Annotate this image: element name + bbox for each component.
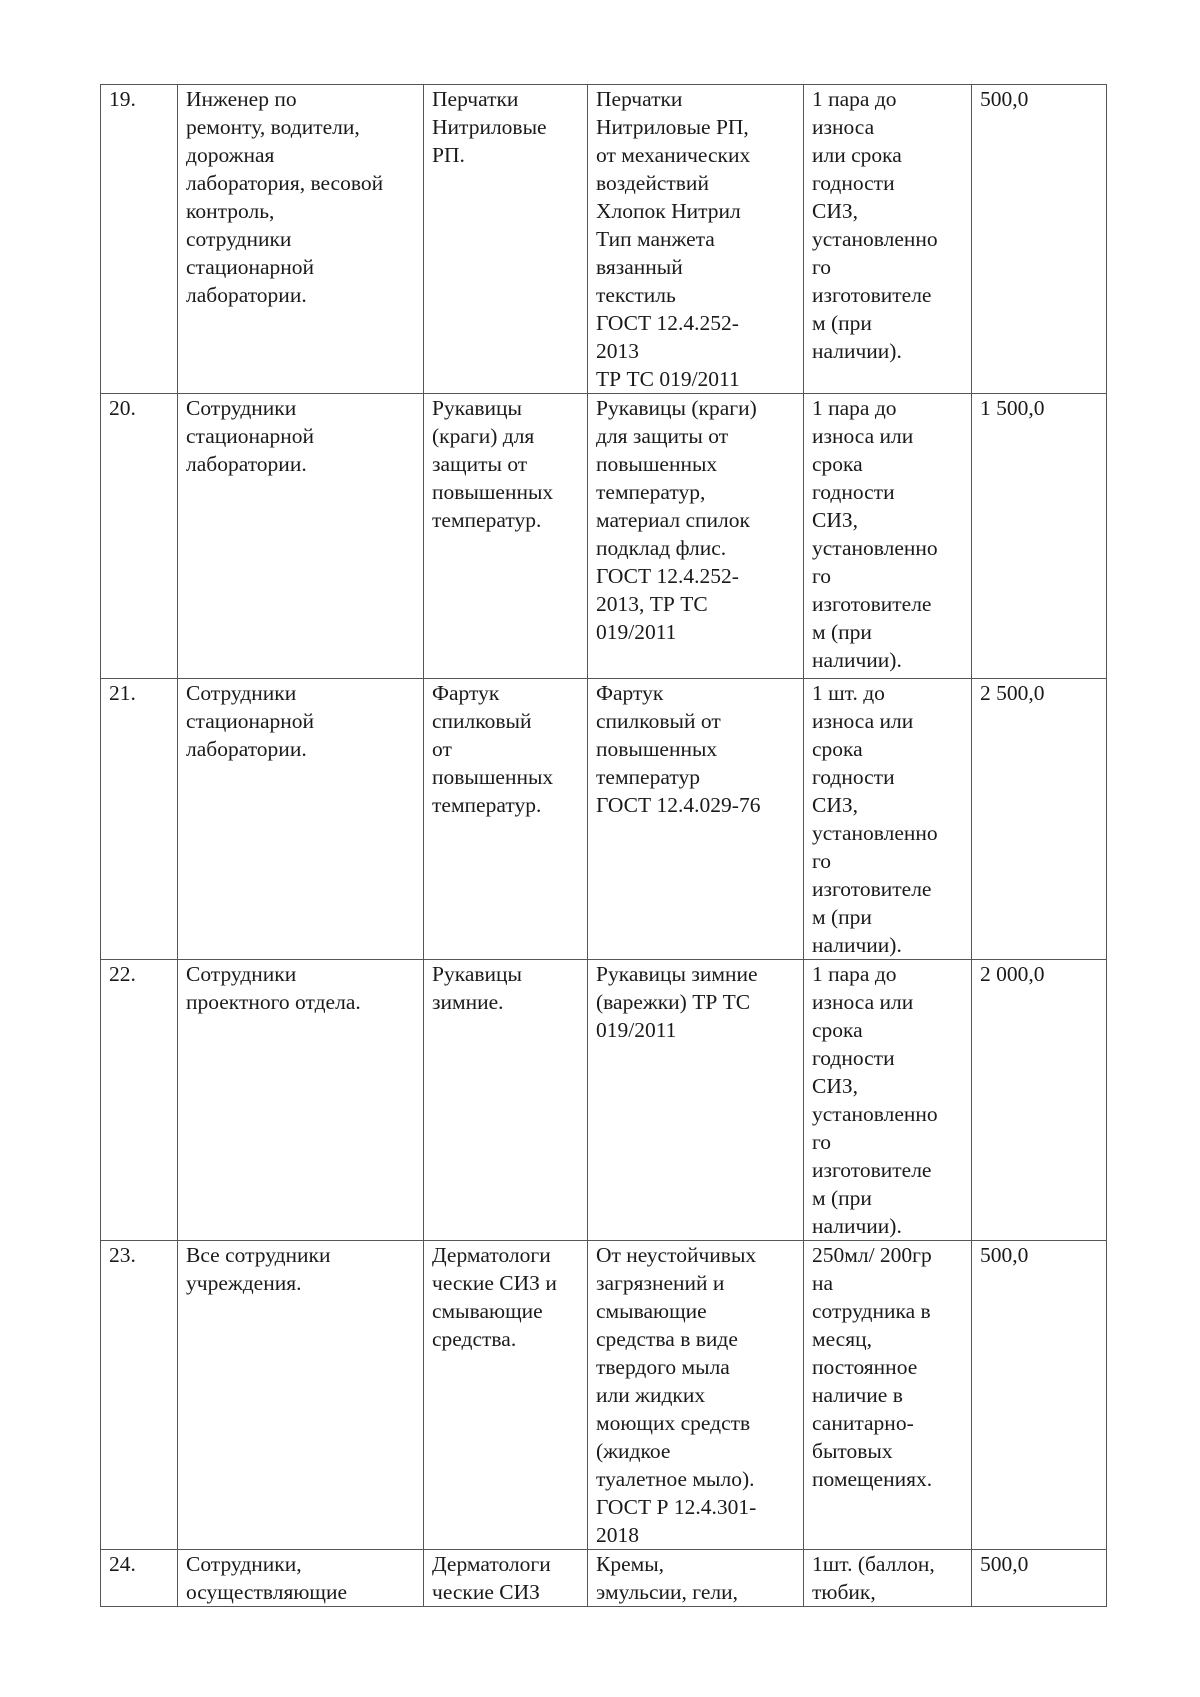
staff-cell: Сотрудники стационарной лаборатории.	[178, 394, 424, 679]
item-description-cell: Кремы, эмульсии, гели,	[588, 1550, 804, 1607]
staff-cell: Все сотрудники учреждения.	[178, 1241, 424, 1550]
price-cell: 2 000,0	[972, 960, 1107, 1241]
staff-cell: Сотрудники стационарной лаборатории.	[178, 679, 424, 960]
table-row	[101, 85, 1107, 394]
table-row	[101, 960, 1107, 1241]
table-row	[101, 1241, 1107, 1550]
staff-cell: Сотрудники, осуществляющие	[178, 1550, 424, 1607]
row-number-cell: 23.	[101, 1241, 178, 1550]
item-name-cell: Рукавицы зимние.	[424, 960, 588, 1241]
price-cell: 1 500,0	[972, 394, 1107, 679]
item-description-cell: Рукавицы зимние (варежки) ТР ТС 019/2011	[588, 960, 804, 1241]
row-number-cell: 24.	[101, 1550, 178, 1607]
staff-cell: Инженер по ремонту, водители, дорожная лаборатория, весовой контроль, сотрудники стационарной лаборатории.	[178, 85, 424, 394]
table-row	[101, 1550, 1107, 1607]
issue-norm-cell: 1 пара до износа или срока годности СИЗ, установленно го изготовителе м (при наличии).	[804, 960, 972, 1241]
document-page	[100, 84, 1106, 1607]
row-number-cell: 20.	[101, 394, 178, 679]
ppe-norms-table	[100, 84, 1107, 1607]
item-description-cell: Фартук спилковый от повышенных температур ГОСТ 12.4.029-76	[588, 679, 804, 960]
price-cell: 500,0	[972, 1241, 1107, 1550]
item-name-cell: Перчатки Нитриловые РП.	[424, 85, 588, 394]
issue-norm-cell: 1 шт. до износа или срока годности СИЗ, установленно го изготовителе м (при наличии).	[804, 679, 972, 960]
table-row	[101, 394, 1107, 679]
table-row	[101, 679, 1107, 960]
item-description-cell: От неустойчивых загрязнений и смывающие средства в виде твердого мыла или жидких моющих средств (жидкое туалетное мыло). ГОСТ Р 12.4.301- 2018	[588, 1241, 804, 1550]
issue-norm-cell: 1 пара до износа или срока годности СИЗ, установленно го изготовителе м (при наличии).	[804, 394, 972, 679]
price-cell: 2 500,0	[972, 679, 1107, 960]
row-number-cell: 19.	[101, 85, 178, 394]
price-cell: 500,0	[972, 85, 1107, 394]
price-cell: 500,0	[972, 1550, 1107, 1607]
staff-cell: Сотрудники проектного отдела.	[178, 960, 424, 1241]
issue-norm-cell: 1 пара до износа или срока годности СИЗ, установленно го изготовителе м (при наличии).	[804, 85, 972, 394]
item-name-cell: Дерматологи ческие СИЗ и смывающие средства.	[424, 1241, 588, 1550]
item-name-cell: Дерматологи ческие СИЗ	[424, 1550, 588, 1607]
issue-norm-cell: 1шт. (баллон, тюбик,	[804, 1550, 972, 1607]
item-name-cell: Рукавицы (краги) для защиты от повышенных температур.	[424, 394, 588, 679]
issue-norm-cell: 250мл/ 200гр на сотрудника в месяц, постоянное наличие в санитарно- бытовых помещениях.	[804, 1241, 972, 1550]
item-name-cell: Фартук спилковый от повышенных температур.	[424, 679, 588, 960]
row-number-cell: 21.	[101, 679, 178, 960]
row-number-cell: 22.	[101, 960, 178, 1241]
item-description-cell: Перчатки Нитриловые РП, от механических воздействий Хлопок Нитрил Тип манжета вязанный текстиль ГОСТ 12.4.252- 2013 ТР ТС 019/2011	[588, 85, 804, 394]
item-description-cell: Рукавицы (краги) для защиты от повышенных температур, материал спилок подклад флис. ГОСТ 12.4.252- 2013, ТР ТС 019/2011	[588, 394, 804, 679]
